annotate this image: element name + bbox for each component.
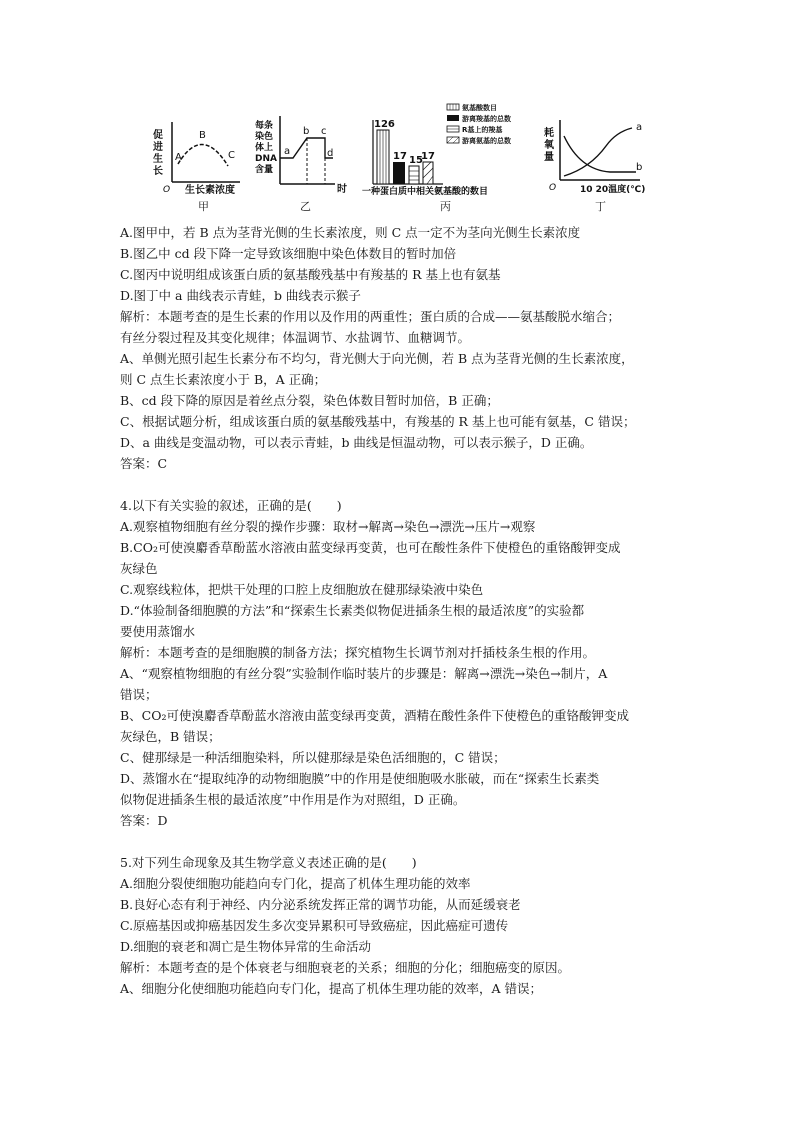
figure-bing: [362, 100, 530, 199]
caption-yi: 乙: [300, 200, 311, 213]
text-line: D、蒸馏水在“提取纯净的动物细胞膜”中的作用是使细胞吸水胀破，而在“探索生长素类: [120, 771, 600, 786]
text-line: C、根据试题分析，组成该蛋白质的氨基酸残基中，有羧基的 R 基上也可能有氨基，C 错误；: [120, 414, 636, 429]
bing-bar-label-2: 17: [393, 151, 407, 162]
bing-legend-1: 氨基酸数目: [462, 104, 497, 112]
jia-point-a: A: [175, 152, 182, 163]
blank-line: [120, 474, 690, 495]
text-line: A.细胞分裂使细胞功能趋向专门化，提高了机体生理功能的效率: [120, 876, 471, 891]
figure-ding-graph: [540, 100, 650, 195]
figure-jia-graph: [150, 100, 250, 195]
figure-bing-graph: [362, 100, 530, 197]
text-line: 答案：C: [120, 456, 168, 471]
text-line: 4.以下有关实验的叙述，正确的是( ): [120, 498, 342, 513]
jia-origin: O: [163, 185, 171, 195]
document-body: [120, 222, 690, 999]
yi-ylabel-3: 体上: [255, 143, 274, 153]
yi-ylabel-1: 每条: [255, 121, 274, 131]
text-line: A.观察植物细胞有丝分裂的操作步骤：取材→解离→染色→漂洗→压片→观察: [120, 519, 536, 534]
text-line: A、“观察植物细胞的有丝分裂”实验制作临时装片的步骤是：解离→漂洗→染色→制片，A: [120, 666, 608, 681]
figure-yi: [255, 100, 355, 199]
figure-panel: [150, 100, 650, 220]
bing-legend-4: 游离氨基的总数: [462, 137, 511, 145]
caption-bing: 丙: [440, 200, 451, 213]
jia-point-c: C: [228, 150, 235, 161]
bing-legend-3: R基上的羧基: [462, 126, 503, 134]
jia-xlabel: 生长素浓度: [185, 185, 235, 196]
text-line: C.观察线粒体，把烘干处理的口腔上皮细胞放在健那绿染液中染色: [120, 582, 484, 597]
text-line: C.原癌基因或抑癌基因发生多次变异累积可导致癌症，因此癌症可遗传: [120, 918, 509, 933]
yi-point-d: d: [327, 148, 334, 159]
text-line: C、健那绿是一种活细胞染料，所以健那绿是染色活细胞的，C 错误；: [120, 750, 506, 765]
ding-ylabel-3: 量: [544, 152, 554, 163]
ding-curve-b: b: [636, 162, 643, 173]
text-line: 要使用蒸馏水: [120, 624, 196, 639]
bing-legend-2: 游离羧基的总数: [462, 115, 511, 123]
jia-ylabel-2: 进: [153, 142, 163, 153]
text-line: 5.对下列生命现象及其生物学意义表述正确的是( ): [120, 855, 417, 870]
text-line: D、a 曲线是变温动物，可以表示青蛙，b 曲线是恒温动物，可以表示猴子，D 正确。: [120, 435, 593, 450]
text-line: D.“体验制备细胞膜的方法”和“探索生长素类似物促进插条生根的最适浓度”的实验都: [120, 603, 585, 618]
text-line: A、单侧光照引起生长素分布不均匀，背光侧大于向光侧，若 B 点为茎背光侧的生长素浓度，: [120, 351, 634, 366]
text-line: 则 C 点生长素浓度小于 B，A 正确；: [120, 372, 327, 387]
text-line: 错误；: [120, 687, 158, 702]
text-line: B、cd 段下降的原因是着丝点分裂，染色体数目暂时加倍，B 正确；: [120, 393, 499, 408]
text-line: D.细胞的衰老和凋亡是生物体异常的生命活动: [120, 939, 372, 954]
text-line: A、细胞分化使细胞功能趋向专门化，提高了机体生理功能的效率，A 错误；: [120, 981, 543, 996]
blank-line: [120, 831, 690, 852]
bing-bar-label-3: 15: [409, 155, 423, 166]
caption-ding: 丁: [595, 200, 606, 213]
ding-ylabel-2: 氧: [544, 140, 554, 151]
caption-jia: 甲: [198, 200, 209, 213]
text-line: D.图丁中 a 曲线表示青蛙，b 曲线表示猴子: [120, 288, 361, 303]
ding-origin: O: [549, 183, 557, 193]
figure-ding: [540, 100, 650, 199]
text-line: 似物促进插条生根的最适浓度”中作用是作为对照组，D 正确。: [120, 792, 466, 807]
jia-point-b: B: [199, 130, 206, 141]
text-line: 解析：本题考查的是细胞膜的制备方法；探究植物生长调节剂对扦插枝条生根的作用。: [120, 645, 596, 660]
jia-ylabel-1: 促: [153, 130, 163, 141]
ding-xlabel: 10 20温度(℃): [580, 185, 646, 195]
ding-curve-a: a: [636, 122, 643, 133]
figure-yi-graph: [255, 100, 355, 195]
yi-point-a: a: [284, 146, 291, 157]
bing-bar-label-4: 17: [421, 151, 435, 162]
yi-point-b: b: [303, 126, 310, 137]
bing-bar-label-1: 126: [374, 119, 395, 130]
yi-ylabel-5: 含量: [255, 165, 274, 175]
text-line: 答案：D: [120, 813, 168, 828]
bing-xlabel: 一种蛋白质中相关氨基酸的数目: [362, 187, 489, 197]
text-line: B.CO₂可使溴麝香草酚蓝水溶液由蓝变绿再变黄，也可在酸性条件下使橙色的重铬酸钾变成: [120, 540, 621, 555]
jia-ylabel-3: 生: [153, 154, 163, 165]
figure-jia: [150, 100, 250, 199]
text-line: 有丝分裂过程及其变化规律；体温调节、水盐调节、血糖调节。: [120, 330, 471, 345]
text-line: B.图乙中 cd 段下降一定导致该细胞中染色体数目的暂时加倍: [120, 246, 457, 261]
text-line: 灰绿色: [120, 561, 158, 576]
yi-ylabel-2: 染色: [255, 132, 274, 142]
yi-xlabel: 时: [337, 184, 347, 195]
text-line: 灰绿色，B 错误；: [120, 729, 221, 744]
jia-ylabel-4: 长: [153, 166, 163, 177]
text-line: C.图丙中说明组成该蛋白质的氨基酸残基中有羧基的 R 基上也有氨基: [120, 267, 501, 282]
yi-point-c: c: [321, 126, 327, 137]
text-line: B、CO₂可使溴麝香草酚蓝水溶液由蓝变绿再变黄，酒精在酸性条件下使橙色的重铬酸钾变成: [120, 708, 630, 723]
text-line: 解析：本题考查的是生长素的作用以及作用的两重性；蛋白质的合成——氨基酸脱水缩合；: [120, 309, 621, 324]
ding-ylabel-1: 耗: [544, 128, 554, 139]
text-line: 解析：本题考查的是个体衰老与细胞衰老的关系；细胞的分化；细胞癌变的原因。: [120, 960, 571, 975]
text-line: A.图甲中，若 B 点为茎背光侧的生长素浓度，则 C 点一定不为茎向光侧生长素浓度: [120, 225, 581, 240]
text-line: B.良好心态有利于神经、内分泌系统发挥正常的调节功能，从而延缓衰老: [120, 897, 521, 912]
yi-ylabel-4: DNA: [255, 154, 277, 164]
